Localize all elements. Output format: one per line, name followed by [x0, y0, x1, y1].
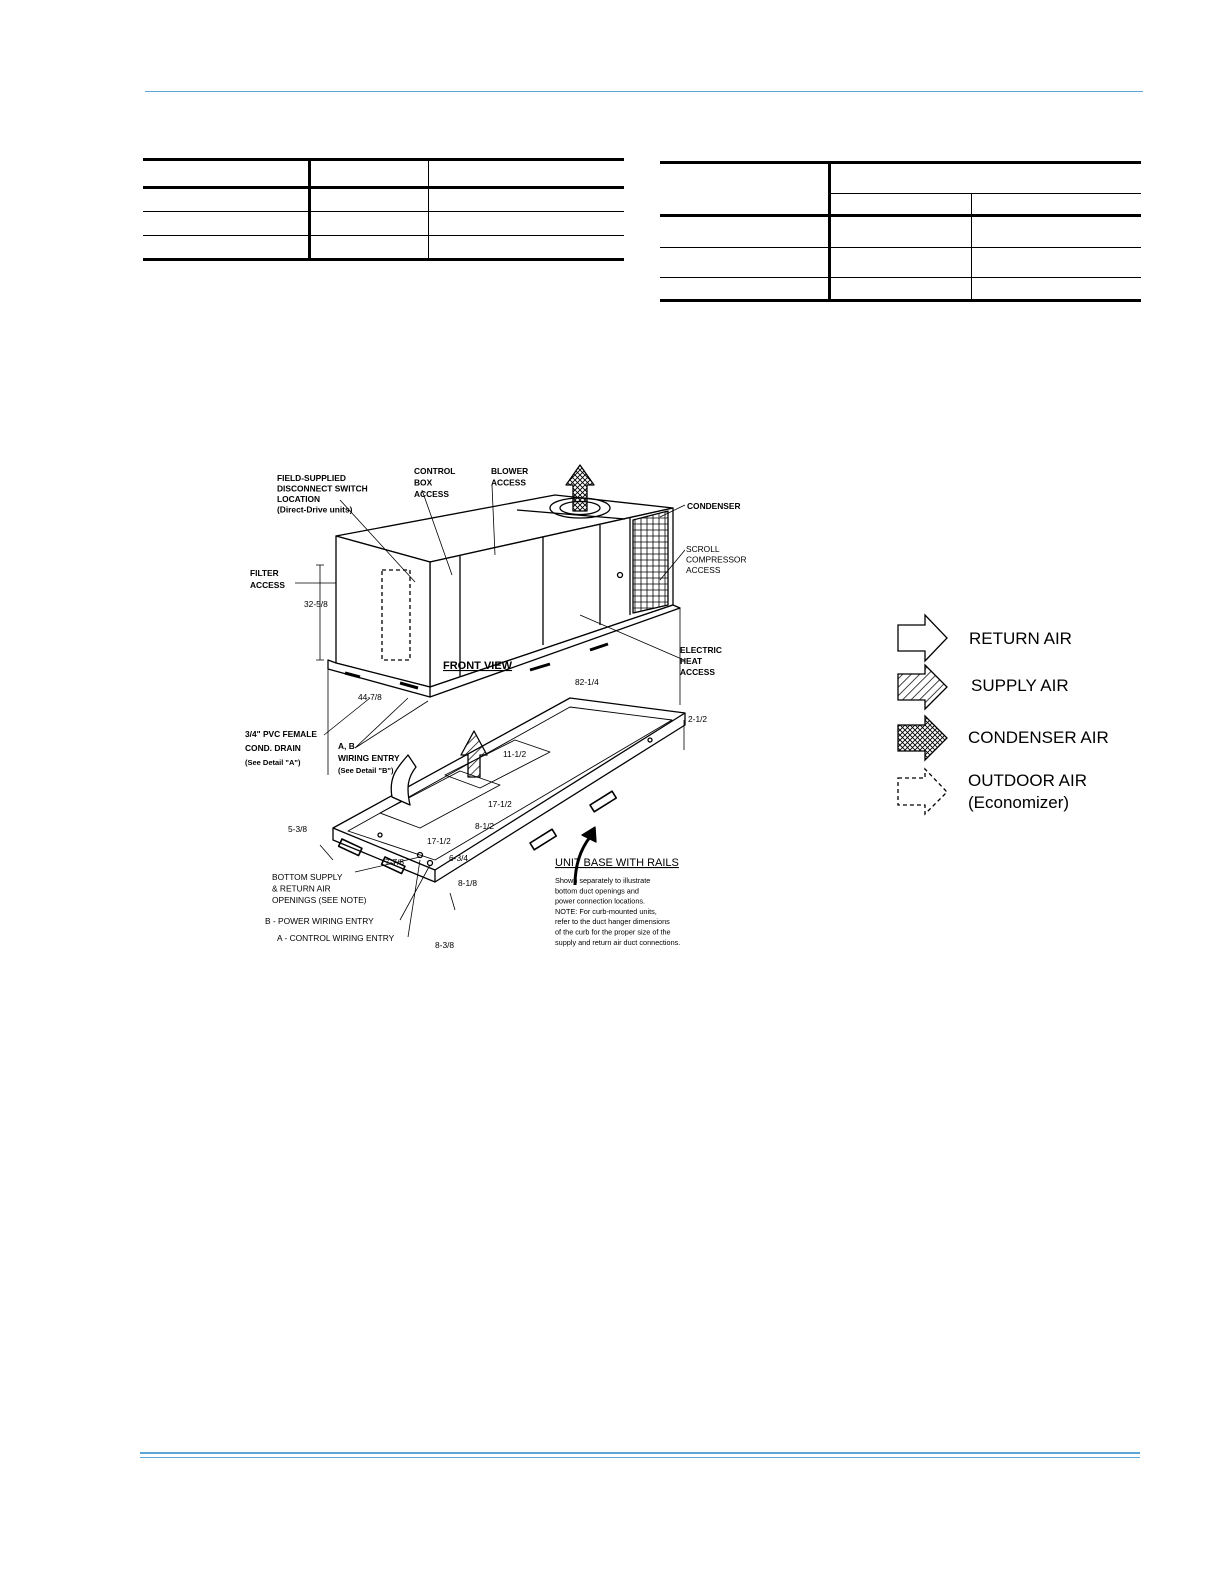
dim-8-1-8: 8-1/8 [458, 878, 478, 888]
dim-rail: 2-1/2 [688, 714, 708, 724]
supply-air-legend-icon [898, 665, 947, 709]
return-air-legend-label: RETURN AIR [969, 629, 1072, 648]
unit-diagram [230, 455, 770, 965]
supply-air-legend-label: SUPPLY AIR [971, 676, 1069, 695]
filter-access-label: FILTER ACCESS [250, 568, 285, 590]
control-box-label: CONTROL BOX ACCESS [414, 466, 456, 499]
dim-length: 82-1/4 [575, 677, 599, 687]
power-wiring-label: B - POWER WIRING ENTRY [265, 916, 374, 926]
wiring-entry-label: A, B WIRING ENTRY (See Detail "B") [338, 741, 400, 775]
table-header-row [660, 163, 1141, 194]
unit-base-label: UNIT BASE WITH RAILS [555, 857, 679, 869]
left-spec-table [143, 158, 624, 261]
dim-depth: 44-7/8 [358, 692, 382, 702]
dim-17-1-2-a: 17-1/2 [488, 799, 512, 809]
dim-8-1-2: 8-1/2 [475, 821, 495, 831]
table-row [660, 216, 1141, 248]
table-row [143, 236, 624, 260]
outdoor-air-legend-sublabel: (Economizer) [968, 793, 1070, 812]
scroll-compressor-label: SCROLL COMPRESSOR ACCESS [686, 544, 747, 575]
disconnect-label: FIELD-SUPPLIED DISCONNECT SWITCH LOCATION (Direct-Drive units) [277, 473, 368, 515]
dim-8-3-8: 8-3/8 [435, 940, 455, 950]
return-air-legend-icon [898, 615, 947, 661]
footer-rule-bottom [140, 1457, 1140, 1458]
dim-5-3-8: 5-3/8 [288, 824, 308, 834]
dim-17-1-2-b: 17-1/2 [427, 836, 451, 846]
dim-11-1-2: 11-1/2 [503, 749, 527, 759]
header-rule [145, 91, 1143, 92]
table-row [143, 212, 624, 236]
right-spec-table [660, 161, 1141, 302]
table-header-row [143, 160, 624, 188]
table-row [143, 188, 624, 212]
control-wiring-label: A - CONTROL WIRING ENTRY [277, 933, 395, 943]
table-row [660, 278, 1141, 301]
bottom-openings-label: BOTTOM SUPPLY & RETURN AIR OPENINGS (SEE NOTE) [272, 872, 367, 905]
airflow-legend [890, 610, 1140, 820]
front-view-label: FRONT VIEW [443, 660, 513, 672]
unit-base-note: Shown separately to illustrate bottom duct openings and power connection locations. NOTE: For curb-mounted units, refer to the duct hanger dimensions of the curb for the proper size of the supply and return air duct connections. [555, 876, 681, 947]
footer-rule-top [140, 1452, 1140, 1454]
blower-label: BLOWER ACCESS [491, 466, 529, 488]
unit-base [333, 698, 685, 870]
condenser-grille [633, 511, 668, 613]
outdoor-air-legend-icon [898, 769, 947, 814]
table-row [660, 248, 1141, 278]
condenser-air-legend-label: CONDENSER AIR [968, 728, 1109, 747]
dim-7-7-8: 7-7/8 [385, 857, 405, 867]
electric-heat-label: ELECTRIC HEAT ACCESS [680, 645, 722, 677]
condenser-label: CONDENSER [687, 501, 741, 511]
unit-side-face [336, 536, 430, 687]
dim-6-3-4: 6-3/4 [449, 853, 469, 863]
condenser-air-legend-icon [898, 716, 947, 760]
dim-height: 32-5/8 [304, 599, 328, 609]
outdoor-air-legend-label: OUTDOOR AIR [968, 771, 1088, 790]
pvc-drain-label: 3/4" PVC FEMALE COND. DRAIN (See Detail "A") [245, 729, 317, 767]
